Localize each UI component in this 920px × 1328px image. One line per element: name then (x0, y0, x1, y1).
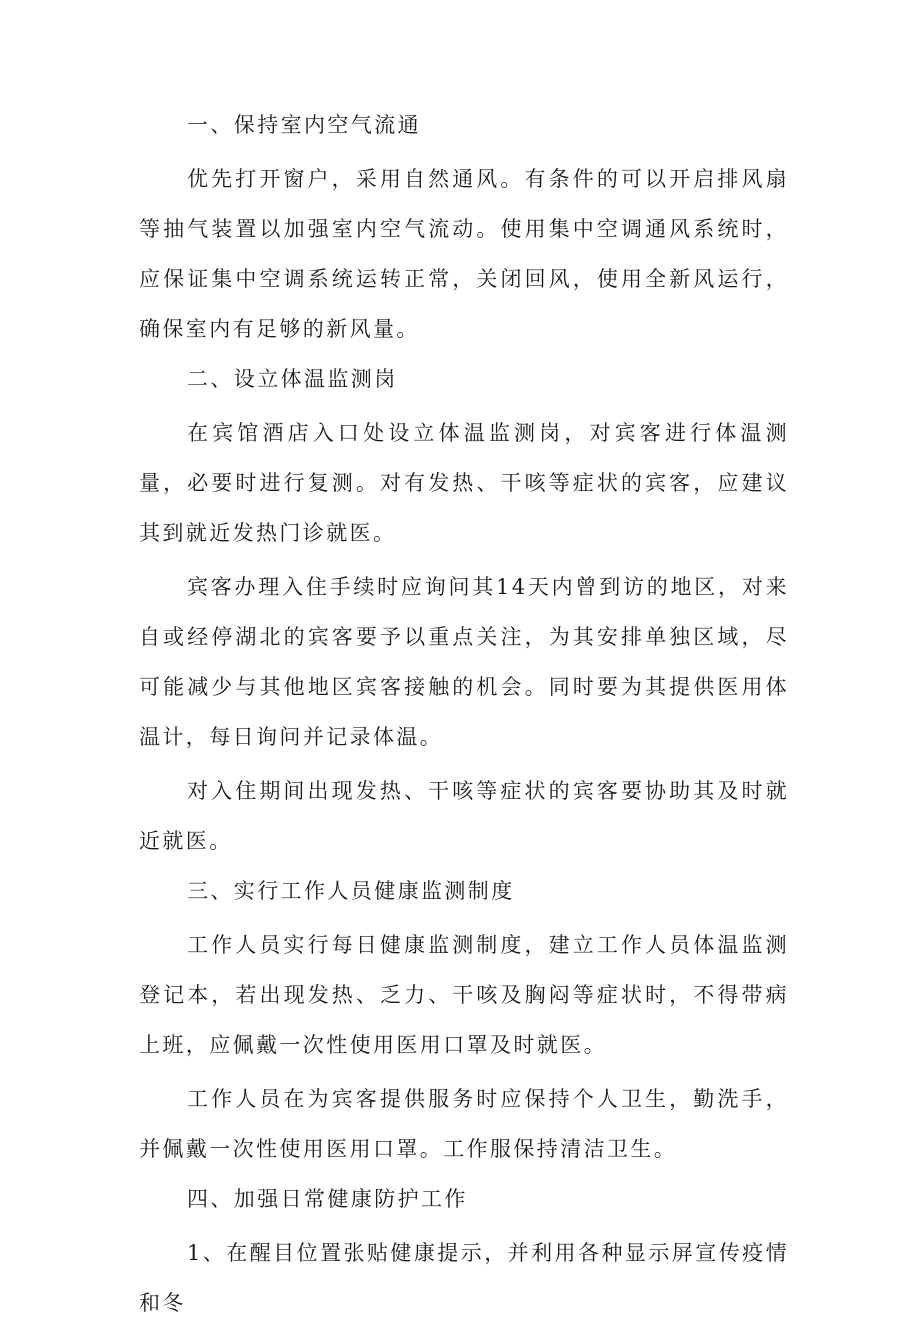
document-body (139, 100, 789, 1328)
body-paragraph-3: 宾客办理入住手续时应询问其14天内曾到访的地区，对来自或经停湖北的宾客要予以重点关注，为其安排单独区域，尽可能减少与其他地区宾客接触的机会。同时要为其提供医用体温计，每日询问并记录体温。 (139, 575, 789, 749)
body-paragraph-6: 工作人员在为宾客提供服务时应保持个人卫生，勤洗手，并佩戴一次性使用医用口罩。工作服保持清洁卫生。 (139, 1087, 789, 1161)
body-paragraph-2: 在宾馆酒店入口处设立体温监测岗，对宾客进行体温测量，必要时进行复测。对有发热、干咳等症状的宾客，应建议其到就近发热门诊就医。 (139, 421, 789, 545)
section-heading-2: 二、设立体温监测岗 (187, 367, 398, 391)
section-heading-1: 一、保持室内空气流通 (187, 113, 421, 137)
body-paragraph-5: 工作人员实行每日健康监测制度，建立工作人员体温监测登记本，若出现发热、乏力、干咳及胸闷等症状时，不得带病上班，应佩戴一次性使用医用口罩及时就医。 (139, 933, 789, 1057)
section-heading-3: 三、实行工作人员健康监测制度 (187, 879, 515, 903)
body-paragraph-4: 对入住期间出现发热、干咳等症状的宾客要协助其及时就近就医。 (139, 779, 789, 853)
section-heading-4: 四、加强日常健康防护工作 (187, 1187, 468, 1211)
body-paragraph-1: 优先打开窗户，采用自然通风。有条件的可以开启排风扇等抽气装置以加强室内空气流动。使用集中空调通风系统时，应保证集中空调系统运转正常，关闭回风，使用全新风运行，确保室内有足够的新风量。 (139, 167, 789, 341)
body-paragraph-7: 1、在醒目位置张贴健康提示，并利用各种显示屏宣传疫情和冬 (139, 1241, 789, 1315)
